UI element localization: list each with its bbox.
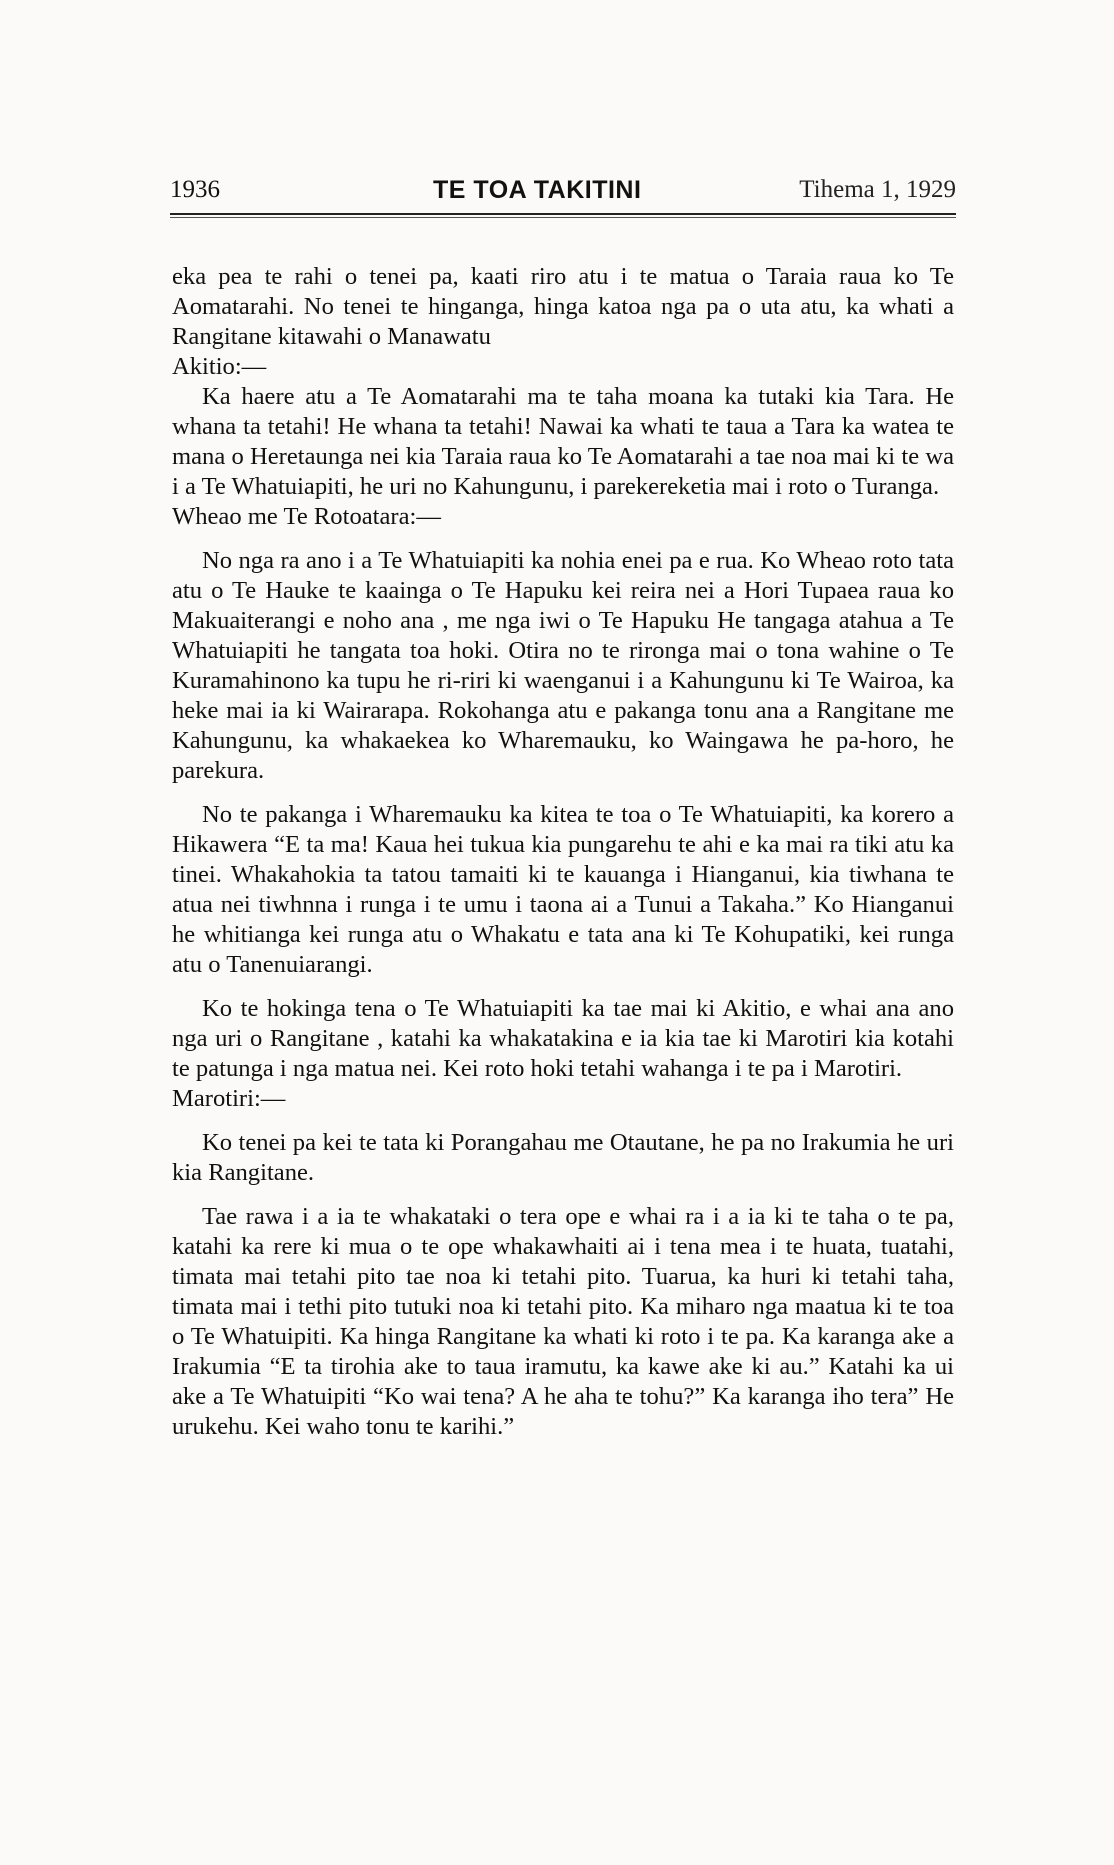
paragraph-continuation: eka pea te rahi o tenei pa, kaati riro atu i te matua o Taraia raua ko Te Aomatarahi. No tenei te hinganga, hinga katoa nga pa o uta atu, ka whati a Rangitane kitawahi o Manawatu <box>172 263 954 350</box>
article-body <box>172 262 954 1442</box>
journal-title: TE TOA TAKITINI <box>433 176 642 204</box>
paragraph: Ko te hokinga tena o Te Whatuiapiti ka tae mai ki Akitio, e whai ana ano nga uri o Rangitane , katahi ka whakatakina e ia kia tae ki Marotiri kia kotahi te patunga i nga matua nei. Kei roto hoki tetahi wahanga i te pa i Marotiri. <box>172 995 954 1082</box>
running-header <box>170 176 956 216</box>
paragraph: Ko tenei pa kei te tata ki Porangahau me Otautane, he pa no Irakumia he uri kia Rangitane. <box>172 1129 954 1186</box>
paragraph: No te pakanga i Wharemauku ka kitea te toa o Te Whatuiapiti, ka korero a Hikawera “E ta ma! Kaua hei tukua kia pungarehu te ahi e ka mai ra tiki atu ka tinei. Whakahokia ta tatou tamaiti ki te kauanga i Hianganui, kia tiwhana te atua nei tiwhnna i runga i te umu i taona ai a Tunui a Takaha.” Ko Hianganui he whitianga kei runga atu o Whakatu e tata ana ki Te Kohupatiki, kei runga atu o Tanenuiarangi. <box>172 801 954 978</box>
section-heading-wheao: Wheao me Te Rotoatara:— <box>172 503 441 530</box>
paragraph: Tae rawa i a ia te whakataki o tera ope e whai ra i a ia ki te taha o te pa, katahi ka rere ki mua o te ope whakawhaiti ai i tena mea i te huata, tuatahi, timata mai tetahi pito tae noa ki tetahi pito. Tuarua, ka huri ki tetahi taha, timata mai i tethi pito tutuki noa ki tetahi pito. Ka miharo nga maatua ki te toa o Te Whatuipiti. Ka hinga Rangitane ka whati ki roto i te pa. Ka karanga ake a Irakumia “E ta tirohia ake to taua iramutu, ka kawe ake ki au.” Katahi ka ui ake a Te Whatuipiti “Ko wai tena? A he aha te tohu?” Ka karanga iho tera” He urukehu. Kei waho tonu te karihi.” <box>172 1203 954 1440</box>
issue-date: Tihema 1, 1929 <box>799 176 956 203</box>
page-number: 1936 <box>170 176 220 203</box>
header-rule <box>170 213 956 218</box>
paragraph: Ka haere atu a Te Aomatarahi ma te taha moana ka tutaki kia Tara. He whana ta tetahi! He whana ta tetahi! Nawai ka whati te taua a Tara ka watea te mana o Heretaunga nei kia Taraia raua ko Te Aomatarahi a tae noa mai ki te wa i a Te Whatuiapiti, he uri no Kahungunu, i parekereketia mai i roto o Turanga. <box>172 383 954 500</box>
section-heading-marotiri: Marotiri:— <box>172 1085 286 1112</box>
section-heading-akitio: Akitio:— <box>172 353 267 380</box>
paragraph: No nga ra ano i a Te Whatuiapiti ka nohia enei pa e rua. Ko Wheao roto tata atu o Te Hauke te kaainga o Te Hapuku kei reira nei a Hori Tupaea raua ko Makuaiterangi e noho ana , me nga iwi o Te Hapuku He tangaga atahua a Te Whatuiapiti he tangata toa hoki. Otira no te rironga mai o tona wahine o Te Kuramahinono ka tupu he ri-riri ki waenganui i a Kahungunu ki Te Wairoa, ka heke mai ia ki Wairarapa. Rokohanga atu e pakanga tonu ana a Rangitane me Kahungunu, ka whakaekea ko Wharemauku, ko Waingawa he pa-horo, he parekura. <box>172 547 954 784</box>
